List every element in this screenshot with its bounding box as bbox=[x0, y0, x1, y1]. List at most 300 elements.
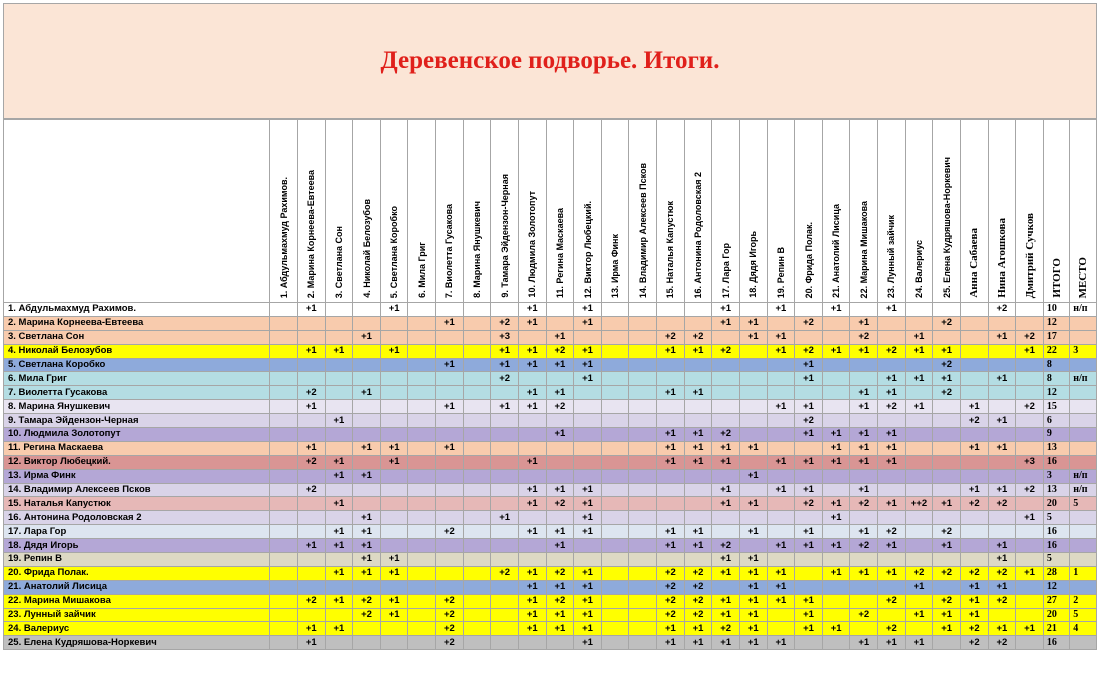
score-cell: +1 bbox=[822, 622, 850, 636]
score-cell: +1 bbox=[878, 428, 906, 442]
score-cell bbox=[518, 511, 546, 525]
score-cell bbox=[933, 636, 961, 650]
score-cell bbox=[463, 608, 491, 622]
score-cell bbox=[601, 594, 629, 608]
score-cell: +1 bbox=[988, 372, 1016, 386]
score-cell bbox=[297, 372, 325, 386]
score-cell bbox=[878, 553, 906, 567]
column-header-label: 8. Марина Янушкевич bbox=[472, 201, 482, 298]
table-row bbox=[4, 316, 1097, 330]
table-row bbox=[4, 330, 1097, 344]
score-cell bbox=[850, 372, 878, 386]
score-cell: +1 bbox=[325, 594, 353, 608]
score-cell bbox=[601, 441, 629, 455]
score-cell: +1 bbox=[795, 483, 823, 497]
score-cell bbox=[933, 483, 961, 497]
score-cell: +1 bbox=[878, 636, 906, 650]
score-cell bbox=[684, 316, 712, 330]
score-cell bbox=[491, 636, 519, 650]
table-row bbox=[4, 497, 1097, 511]
place-cell: 5 bbox=[1070, 497, 1097, 511]
score-cell bbox=[380, 497, 408, 511]
score-cell: +1 bbox=[822, 441, 850, 455]
score-cell bbox=[546, 441, 574, 455]
score-cell bbox=[270, 622, 298, 636]
row-participant-name: 15. Наталья Капустюк bbox=[4, 497, 270, 511]
score-cell: +1 bbox=[574, 566, 602, 580]
score-cell bbox=[712, 386, 740, 400]
score-cell bbox=[601, 414, 629, 428]
score-cell: +1 bbox=[518, 386, 546, 400]
score-cell: +2 bbox=[712, 539, 740, 553]
score-cell bbox=[491, 414, 519, 428]
score-cell bbox=[739, 386, 767, 400]
score-cell bbox=[436, 553, 464, 567]
score-cell bbox=[1016, 469, 1044, 483]
score-cell: +1 bbox=[657, 344, 685, 358]
score-cell bbox=[739, 428, 767, 442]
column-header-participant bbox=[325, 120, 353, 303]
row-participant-name: 25. Елена Кудряшова-Норкевич bbox=[4, 636, 270, 650]
place-cell: 5 bbox=[1070, 608, 1097, 622]
column-header-label: 23. Лунный зайчик bbox=[886, 214, 897, 298]
score-cell bbox=[629, 441, 657, 455]
score-cell bbox=[629, 303, 657, 317]
table-row bbox=[4, 358, 1097, 372]
score-cell: +1 bbox=[574, 344, 602, 358]
score-cell bbox=[960, 344, 988, 358]
score-cell bbox=[518, 428, 546, 442]
total-cell: 15 bbox=[1043, 400, 1069, 414]
score-cell: +1 bbox=[380, 303, 408, 317]
column-header-participant bbox=[408, 120, 436, 303]
column-header-label: 12. Виктор Любецкий. bbox=[582, 200, 593, 298]
score-cell: +1 bbox=[933, 608, 961, 622]
score-cell bbox=[408, 511, 436, 525]
score-cell: +2 bbox=[960, 636, 988, 650]
column-header-label: 14. Владимир Алексеев Псков bbox=[637, 162, 648, 298]
score-cell bbox=[767, 497, 795, 511]
score-cell: +1 bbox=[353, 469, 381, 483]
score-cell: +1 bbox=[739, 330, 767, 344]
score-cell: +1 bbox=[657, 428, 685, 442]
place-cell bbox=[1070, 525, 1097, 539]
total-cell: 22 bbox=[1043, 344, 1069, 358]
score-cell: +1 bbox=[767, 455, 795, 469]
score-cell: +1 bbox=[518, 525, 546, 539]
place-cell: н/п bbox=[1070, 372, 1097, 386]
score-cell: +1 bbox=[325, 539, 353, 553]
score-cell: +1 bbox=[767, 566, 795, 580]
score-cell bbox=[408, 636, 436, 650]
score-cell bbox=[960, 511, 988, 525]
place-cell: 3 bbox=[1070, 344, 1097, 358]
table-row bbox=[4, 469, 1097, 483]
score-cell: +1 bbox=[518, 580, 546, 594]
score-cell bbox=[933, 553, 961, 567]
score-cell bbox=[491, 539, 519, 553]
score-cell bbox=[463, 553, 491, 567]
row-participant-name: 21. Анатолий Лисица bbox=[4, 580, 270, 594]
score-cell bbox=[491, 441, 519, 455]
score-cell bbox=[380, 372, 408, 386]
table-row bbox=[4, 594, 1097, 608]
score-cell bbox=[270, 358, 298, 372]
score-cell bbox=[436, 469, 464, 483]
place-cell bbox=[1070, 636, 1097, 650]
row-participant-name: 13. Ирма Финк bbox=[4, 469, 270, 483]
score-cell: +1 bbox=[712, 441, 740, 455]
score-cell bbox=[408, 344, 436, 358]
score-cell bbox=[822, 330, 850, 344]
table-row bbox=[4, 428, 1097, 442]
score-cell: +1 bbox=[297, 400, 325, 414]
score-cell: +2 bbox=[684, 608, 712, 622]
score-cell bbox=[491, 580, 519, 594]
row-participant-name: 1. Абдульмахмуд Рахимов. bbox=[4, 303, 270, 317]
score-cell bbox=[601, 636, 629, 650]
score-cell bbox=[297, 580, 325, 594]
score-cell bbox=[408, 608, 436, 622]
score-cell bbox=[463, 636, 491, 650]
score-cell bbox=[436, 428, 464, 442]
score-cell bbox=[822, 525, 850, 539]
score-cell bbox=[795, 441, 823, 455]
score-cell: +1 bbox=[960, 608, 988, 622]
table-row bbox=[4, 483, 1097, 497]
score-cell bbox=[518, 539, 546, 553]
table-row bbox=[4, 580, 1097, 594]
score-cell: +2 bbox=[878, 525, 906, 539]
score-cell bbox=[408, 358, 436, 372]
score-cell bbox=[408, 455, 436, 469]
table-row bbox=[4, 608, 1097, 622]
score-cell: +1 bbox=[518, 303, 546, 317]
score-cell: +1 bbox=[739, 636, 767, 650]
score-cell bbox=[712, 400, 740, 414]
score-cell bbox=[629, 525, 657, 539]
score-cell bbox=[297, 330, 325, 344]
score-cell: +1 bbox=[850, 566, 878, 580]
score-cell: +1 bbox=[850, 344, 878, 358]
score-cell bbox=[325, 428, 353, 442]
place-cell bbox=[1070, 400, 1097, 414]
score-cell bbox=[905, 525, 933, 539]
score-cell: +2 bbox=[491, 372, 519, 386]
score-cell: +1 bbox=[297, 344, 325, 358]
score-cell: +2 bbox=[1016, 400, 1044, 414]
score-cell bbox=[822, 483, 850, 497]
column-header-label: 10. Людмила Золотопут bbox=[527, 191, 538, 298]
score-cell bbox=[463, 330, 491, 344]
score-cell bbox=[905, 483, 933, 497]
score-cell: +1 bbox=[353, 511, 381, 525]
score-cell bbox=[436, 386, 464, 400]
table-row bbox=[4, 441, 1097, 455]
score-cell bbox=[601, 400, 629, 414]
score-cell: +1 bbox=[546, 428, 574, 442]
score-cell: +1 bbox=[988, 414, 1016, 428]
score-cell: +1 bbox=[684, 441, 712, 455]
score-cell bbox=[822, 636, 850, 650]
score-cell bbox=[657, 400, 685, 414]
score-cell: +1 bbox=[574, 636, 602, 650]
score-cell bbox=[353, 344, 381, 358]
score-cell bbox=[380, 511, 408, 525]
score-cell: +2 bbox=[988, 636, 1016, 650]
score-cell bbox=[960, 469, 988, 483]
column-header-participant bbox=[905, 120, 933, 303]
column-header-label: 17. Лара Гор bbox=[720, 242, 731, 298]
score-cell bbox=[380, 622, 408, 636]
score-cell: +1 bbox=[739, 580, 767, 594]
row-participant-name: 9. Тамара Эйдензон-Черная bbox=[4, 414, 270, 428]
score-cell bbox=[546, 469, 574, 483]
row-participant-name: 8. Марина Янушкевич bbox=[4, 400, 270, 414]
score-cell: +2 bbox=[657, 330, 685, 344]
table-row bbox=[4, 553, 1097, 567]
score-cell: +1 bbox=[988, 553, 1016, 567]
score-cell: +1 bbox=[684, 386, 712, 400]
score-cell: +1 bbox=[684, 636, 712, 650]
score-cell bbox=[325, 400, 353, 414]
score-cell bbox=[325, 358, 353, 372]
score-cell bbox=[325, 636, 353, 650]
score-cell bbox=[878, 330, 906, 344]
score-cell bbox=[574, 553, 602, 567]
score-cell bbox=[270, 386, 298, 400]
score-cell bbox=[822, 358, 850, 372]
score-cell: +1 bbox=[546, 525, 574, 539]
score-cell bbox=[601, 553, 629, 567]
column-header-place-label: МЕСТО bbox=[1077, 256, 1090, 298]
score-cell: +1 bbox=[988, 441, 1016, 455]
score-cell bbox=[463, 400, 491, 414]
score-cell bbox=[629, 358, 657, 372]
score-cell: +2 bbox=[850, 497, 878, 511]
score-cell bbox=[712, 358, 740, 372]
score-cell: +1 bbox=[988, 580, 1016, 594]
total-cell: 8 bbox=[1043, 372, 1069, 386]
score-cell bbox=[270, 525, 298, 539]
score-cell bbox=[463, 622, 491, 636]
row-participant-name: 3. Светлана Сон bbox=[4, 330, 270, 344]
score-cell bbox=[988, 511, 1016, 525]
score-cell bbox=[325, 316, 353, 330]
score-cell: +1 bbox=[795, 358, 823, 372]
score-cell bbox=[905, 414, 933, 428]
score-cell bbox=[739, 414, 767, 428]
score-cell bbox=[905, 539, 933, 553]
score-cell: +1 bbox=[960, 594, 988, 608]
score-cell bbox=[960, 525, 988, 539]
column-header-label: 20. Фрида Полак. bbox=[803, 221, 814, 298]
score-cell: +2 bbox=[436, 608, 464, 622]
score-cell: +2 bbox=[988, 566, 1016, 580]
score-cell bbox=[270, 441, 298, 455]
column-header-place bbox=[1070, 120, 1097, 303]
score-cell bbox=[988, 428, 1016, 442]
score-cell: +1 bbox=[850, 525, 878, 539]
score-cell bbox=[601, 539, 629, 553]
score-cell: +1 bbox=[491, 511, 519, 525]
column-header-participant bbox=[491, 120, 519, 303]
row-participant-name: 18. Дядя Игорь bbox=[4, 539, 270, 553]
score-cell bbox=[546, 316, 574, 330]
score-cell bbox=[408, 303, 436, 317]
score-cell: +1 bbox=[712, 497, 740, 511]
total-cell: 5 bbox=[1043, 511, 1069, 525]
column-header-participant bbox=[822, 120, 850, 303]
score-cell bbox=[546, 636, 574, 650]
score-cell bbox=[795, 566, 823, 580]
score-cell: +1 bbox=[657, 455, 685, 469]
score-cell: +1 bbox=[657, 636, 685, 650]
score-cell: +1 bbox=[767, 539, 795, 553]
score-cell: +1 bbox=[518, 566, 546, 580]
score-cell bbox=[657, 414, 685, 428]
score-cell: +1 bbox=[822, 344, 850, 358]
score-cell: +1 bbox=[712, 553, 740, 567]
score-cell: +1 bbox=[546, 608, 574, 622]
column-header-participant bbox=[353, 120, 381, 303]
table-row bbox=[4, 455, 1097, 469]
score-cell bbox=[767, 414, 795, 428]
column-header-label: 25. Елена Кудряшова-Норкевич bbox=[941, 157, 952, 298]
score-cell: +1 bbox=[1016, 511, 1044, 525]
score-cell bbox=[380, 483, 408, 497]
place-cell bbox=[1070, 553, 1097, 567]
score-cell: +1 bbox=[684, 428, 712, 442]
column-header-participant bbox=[380, 120, 408, 303]
score-cell bbox=[933, 400, 961, 414]
score-cell bbox=[933, 428, 961, 442]
score-cell: +1 bbox=[933, 372, 961, 386]
score-cell: +1 bbox=[822, 303, 850, 317]
score-cell bbox=[297, 428, 325, 442]
score-cell bbox=[795, 303, 823, 317]
score-cell: +2 bbox=[933, 316, 961, 330]
results-table bbox=[3, 119, 1097, 650]
score-cell: +1 bbox=[905, 344, 933, 358]
score-cell bbox=[546, 553, 574, 567]
place-cell: н/п bbox=[1070, 469, 1097, 483]
score-cell bbox=[491, 469, 519, 483]
score-cell bbox=[905, 441, 933, 455]
score-cell bbox=[436, 344, 464, 358]
total-cell: 5 bbox=[1043, 553, 1069, 567]
table-row bbox=[4, 539, 1097, 553]
score-cell: +1 bbox=[795, 372, 823, 386]
score-cell: +1 bbox=[988, 330, 1016, 344]
score-cell bbox=[436, 580, 464, 594]
total-cell: 16 bbox=[1043, 525, 1069, 539]
score-cell bbox=[822, 372, 850, 386]
score-cell bbox=[767, 553, 795, 567]
score-cell: +1 bbox=[491, 344, 519, 358]
score-cell bbox=[353, 316, 381, 330]
column-header-label: 6. Мила Григ bbox=[416, 242, 427, 298]
score-cell: +1 bbox=[739, 497, 767, 511]
score-cell: +1 bbox=[795, 539, 823, 553]
score-cell bbox=[878, 358, 906, 372]
score-cell: +1 bbox=[739, 441, 767, 455]
score-cell: +2 bbox=[988, 594, 1016, 608]
row-participant-name: 12. Виктор Любецкий. bbox=[4, 455, 270, 469]
column-header-participant bbox=[878, 120, 906, 303]
score-cell bbox=[1016, 428, 1044, 442]
score-cell bbox=[657, 358, 685, 372]
score-cell: +1 bbox=[795, 608, 823, 622]
score-cell bbox=[601, 428, 629, 442]
score-cell bbox=[878, 414, 906, 428]
score-cell bbox=[905, 622, 933, 636]
score-cell: +2 bbox=[795, 497, 823, 511]
row-participant-name: 2. Марина Корнеева-Евтеева bbox=[4, 316, 270, 330]
score-cell: +1 bbox=[878, 497, 906, 511]
score-cell bbox=[712, 330, 740, 344]
score-cell: +1 bbox=[960, 400, 988, 414]
score-cell bbox=[380, 636, 408, 650]
score-cell: +2 bbox=[960, 566, 988, 580]
total-cell: 21 bbox=[1043, 622, 1069, 636]
score-cell bbox=[518, 636, 546, 650]
total-cell: 20 bbox=[1043, 497, 1069, 511]
score-cell bbox=[546, 414, 574, 428]
score-cell: +1 bbox=[850, 636, 878, 650]
score-cell bbox=[463, 316, 491, 330]
score-cell bbox=[270, 372, 298, 386]
score-cell bbox=[491, 386, 519, 400]
column-header-participant bbox=[739, 120, 767, 303]
score-cell: +1 bbox=[767, 344, 795, 358]
score-cell bbox=[297, 566, 325, 580]
score-cell: +1 bbox=[822, 497, 850, 511]
score-cell bbox=[960, 372, 988, 386]
score-cell: +2 bbox=[960, 622, 988, 636]
score-cell bbox=[601, 483, 629, 497]
score-cell: +1 bbox=[878, 539, 906, 553]
total-cell: 27 bbox=[1043, 594, 1069, 608]
score-cell bbox=[684, 553, 712, 567]
score-cell bbox=[601, 344, 629, 358]
column-header-participant bbox=[270, 120, 298, 303]
score-cell bbox=[408, 539, 436, 553]
score-cell bbox=[325, 372, 353, 386]
table-row bbox=[4, 400, 1097, 414]
score-cell: +2 bbox=[933, 525, 961, 539]
score-cell bbox=[380, 414, 408, 428]
score-cell bbox=[629, 455, 657, 469]
score-cell: +1 bbox=[574, 316, 602, 330]
score-cell: +1 bbox=[684, 525, 712, 539]
score-cell bbox=[546, 511, 574, 525]
score-cell: +1 bbox=[546, 386, 574, 400]
score-cell bbox=[767, 441, 795, 455]
score-cell bbox=[408, 469, 436, 483]
score-cell: +1 bbox=[574, 483, 602, 497]
score-cell bbox=[463, 566, 491, 580]
score-cell: +1 bbox=[546, 539, 574, 553]
score-cell bbox=[905, 553, 933, 567]
score-cell bbox=[325, 386, 353, 400]
score-cell: +1 bbox=[684, 622, 712, 636]
score-cell: +2 bbox=[850, 539, 878, 553]
score-cell bbox=[574, 441, 602, 455]
score-cell bbox=[629, 636, 657, 650]
score-cell: +2 bbox=[712, 344, 740, 358]
score-cell bbox=[270, 344, 298, 358]
